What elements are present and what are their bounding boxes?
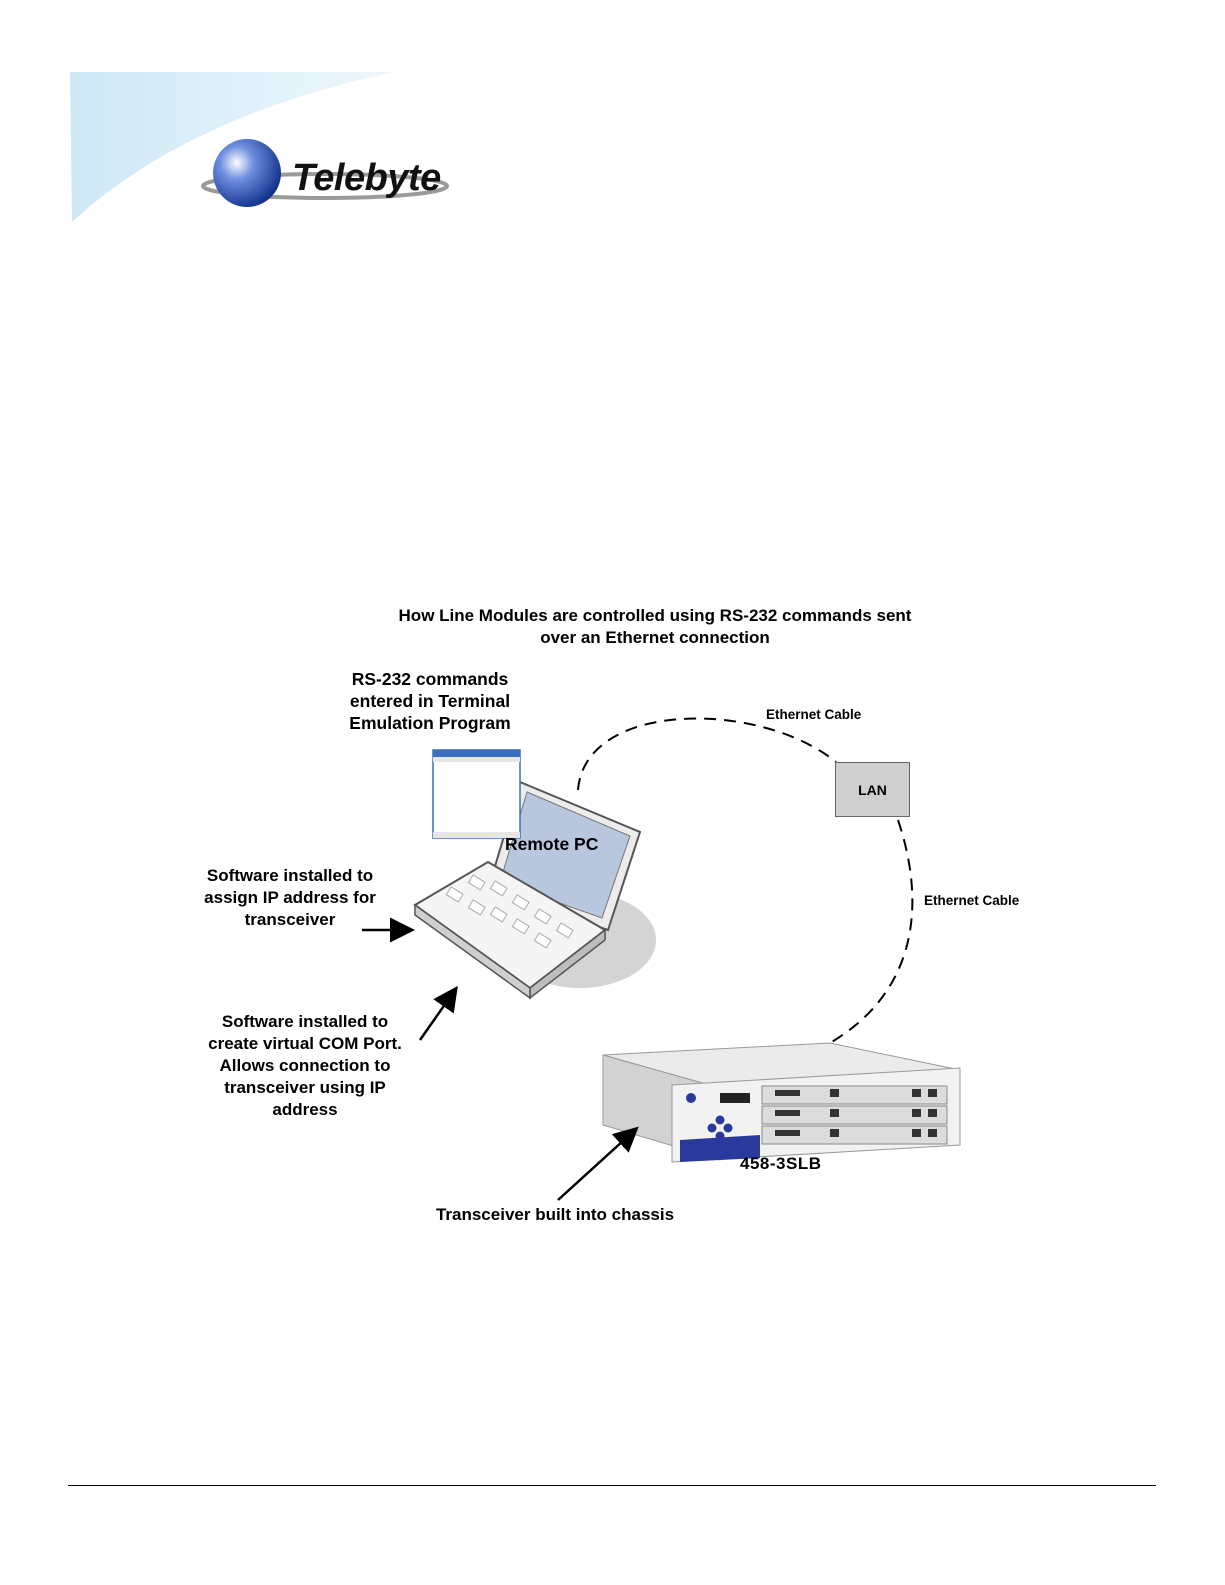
ethernet-cable-top — [578, 719, 836, 790]
com-software-label-line: Software installed to — [221, 1012, 389, 1031]
ip-software-label-line: transceiver — [244, 910, 336, 929]
rack-chassis-icon — [603, 1043, 960, 1162]
logo-text: Telebyte — [292, 157, 441, 199]
lan-box: LAN — [835, 762, 910, 817]
com-software-label-line: address — [272, 1100, 338, 1119]
com-software-label-line: transceiver using IP — [224, 1078, 386, 1097]
ethernet-cable-right — [830, 820, 912, 1043]
terminal-label-line: Emulation Program — [349, 713, 511, 733]
footer-rule — [68, 1485, 1156, 1486]
terminal-label — [330, 668, 530, 734]
ip-software-label — [185, 865, 395, 931]
com-software-label-line: create virtual COM Port. — [208, 1034, 402, 1053]
remote-pc-label: Remote PC — [505, 834, 599, 854]
ip-software-label-line: Software installed to — [206, 866, 374, 885]
model-label: 458-3SLB — [740, 1154, 822, 1173]
arrow-com-software — [420, 990, 455, 1040]
com-software-label — [190, 1011, 420, 1121]
terminal-label-line: entered in Terminal — [349, 691, 511, 711]
ip-software-label-line: assign IP address for — [204, 888, 376, 907]
chassis-label: Transceiver built into chassis — [435, 1205, 675, 1224]
ethernet-cable-label-right: Ethernet Cable — [924, 893, 1020, 908]
terminal-window-icon — [433, 750, 520, 838]
diagram-title-line-2: over an Ethernet connection — [540, 628, 770, 647]
terminal-label-line: RS-232 commands — [351, 669, 509, 689]
com-software-label-line: Allows connection to — [219, 1056, 391, 1075]
diagram-title-line-1: How Line Modules are controlled using RS-232 commands sent — [398, 606, 912, 625]
arrow-chassis — [558, 1130, 635, 1200]
ethernet-cable-label-top: Ethernet Cable — [766, 707, 862, 722]
